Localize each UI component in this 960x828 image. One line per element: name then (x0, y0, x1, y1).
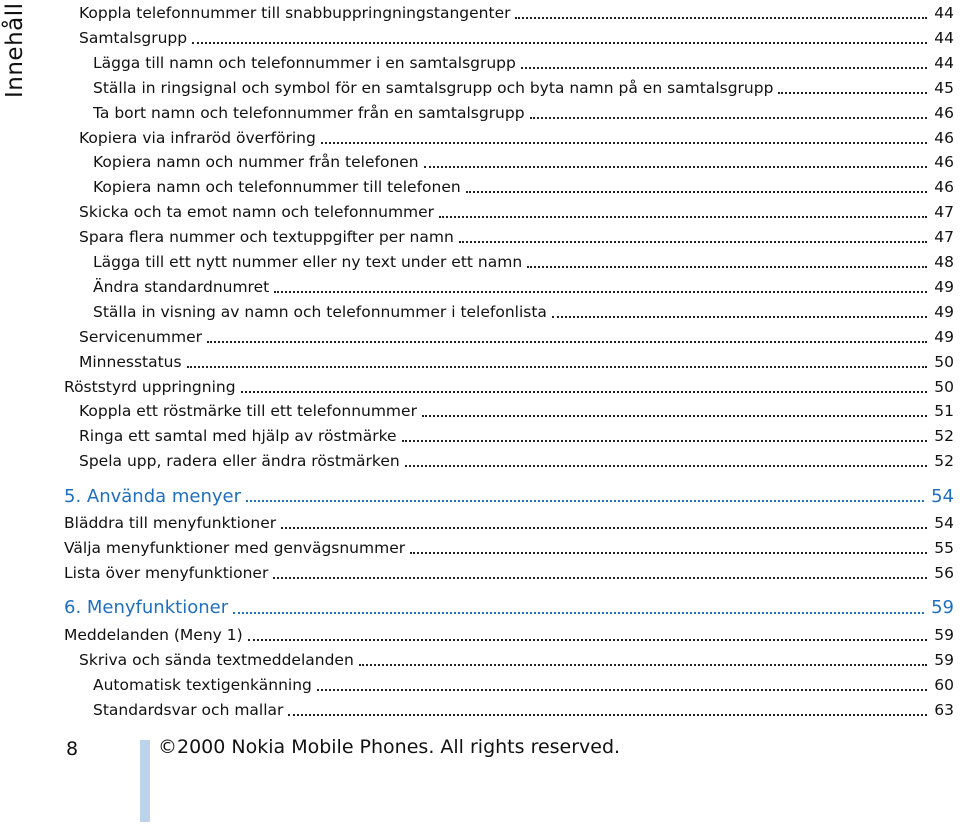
toc-entry[interactable] (79, 226, 954, 248)
dot-leader (552, 316, 927, 318)
toc-entry[interactable] (93, 699, 954, 721)
toc-entry-page: 50 (934, 377, 954, 396)
toc-entry-page: 59 (934, 650, 954, 669)
dot-leader (288, 714, 927, 716)
toc-entry-label: Koppla ett röstmärke till ett telefonnummer (79, 402, 417, 421)
toc-entry[interactable] (93, 674, 954, 696)
toc-entry-page: 46 (934, 153, 954, 172)
toc-entry-label: Ta bort namn och telefonnummer från en samtalsgrupp (93, 103, 525, 122)
dot-leader (527, 266, 927, 268)
side-tab (0, 0, 46, 828)
toc-entry[interactable] (64, 624, 954, 646)
footer-accent-bar (140, 740, 150, 822)
toc-entry-label: Servicenummer (79, 327, 203, 346)
toc-entry-label: Spela upp, radera eller ändra röstmärken (79, 452, 400, 471)
toc-entry-page: 56 (934, 563, 954, 582)
toc-entry-label: Röststyrd uppringning (64, 377, 236, 396)
toc-entry-label: Koppla telefonnummer till snabbuppringningstangenter (79, 4, 511, 22)
toc-entry[interactable] (93, 251, 954, 273)
toc-entry-label: Ringa ett samtal med hjälp av röstmärke (79, 427, 397, 446)
toc-entry[interactable] (79, 425, 954, 447)
toc-entry-page: 48 (934, 253, 954, 271)
toc-entry-label: Skriva och sända textmeddelanden (79, 650, 354, 669)
dot-leader (192, 42, 927, 44)
toc-entry-page: 45 (934, 78, 954, 97)
toc-heading[interactable] (64, 597, 954, 619)
toc-entry[interactable] (79, 2, 954, 24)
toc-entry-label: Ställa in visning av namn och telefonnummer i telefonlista (93, 302, 547, 321)
toc-entry-page: 59 (931, 597, 954, 619)
dot-leader (274, 291, 927, 293)
toc-entry-label: Ställa in ringsignal och symbol för en samtalsgrupp och byta namn på en samtalsgrupp (93, 78, 774, 97)
toc-entry-page: 49 (934, 327, 954, 346)
dot-leader (778, 92, 927, 94)
dot-leader (402, 440, 928, 442)
toc-entry-page: 51 (934, 402, 954, 421)
toc-entry[interactable] (93, 276, 954, 298)
dot-leader (317, 689, 927, 691)
toc-entry-label: Kopiera namn och telefonnummer till telefonen (93, 178, 461, 197)
toc-entry[interactable] (79, 127, 954, 149)
dot-leader (233, 612, 924, 614)
toc-entry-page: 49 (934, 277, 954, 296)
toc-entry-label: Skicka och ta emot namn och telefonnummer (79, 203, 435, 222)
toc-entry-page: 44 (934, 28, 954, 47)
dot-leader (207, 341, 927, 343)
toc-entry-label: 5. Använda menyer (64, 485, 242, 507)
toc-entry-label: Samtalsgrupp (79, 28, 188, 47)
toc-entry-label: Ändra standardnumret (93, 277, 270, 296)
dot-leader (248, 639, 928, 641)
toc-entry-label: Lista över menyfunktioner (64, 563, 269, 582)
toc-entry[interactable] (79, 400, 954, 422)
dot-leader (422, 415, 927, 417)
toc-entry-page: 63 (934, 700, 954, 719)
dot-leader (424, 166, 928, 168)
dot-leader (410, 552, 927, 554)
toc-entry-label: Bläddra till menyfunktioner (64, 514, 277, 533)
toc-entry-label: Kopiera via infraröd överföring (79, 128, 316, 147)
toc-entry[interactable] (64, 537, 954, 559)
dot-leader (530, 117, 928, 119)
toc-entry-page: 59 (934, 625, 954, 644)
dot-leader (521, 67, 927, 69)
toc-entry-label: Meddelanden (Meny 1) (64, 625, 243, 644)
toc-entry-page: 55 (934, 539, 954, 557)
toc-entry[interactable] (93, 52, 954, 74)
dot-leader (459, 241, 928, 243)
dot-leader (359, 664, 927, 666)
toc-entry[interactable] (93, 301, 954, 323)
toc-entry-page: 47 (934, 228, 954, 247)
toc-entry-page: 54 (931, 485, 954, 507)
side-tab-label: Innehåll (2, 2, 28, 98)
toc-entry-page: 60 (934, 675, 954, 694)
toc-entry[interactable] (79, 27, 954, 49)
dot-leader (466, 191, 928, 193)
page-number: 8 (66, 738, 79, 760)
toc-entry-label: Automatisk textigenkänning (93, 675, 312, 694)
toc-entry-page: 44 (934, 53, 954, 72)
dot-leader (246, 500, 924, 502)
dot-leader (281, 527, 927, 529)
toc-entry[interactable] (79, 649, 954, 671)
toc-entry-page: 54 (934, 514, 954, 533)
toc-entry-page: 52 (934, 427, 954, 446)
toc-entry-label: Spara flera nummer och textuppgifter per namn (79, 228, 454, 247)
toc-heading[interactable] (64, 485, 954, 507)
toc-entry[interactable] (79, 450, 954, 472)
toc-entry[interactable] (79, 351, 954, 373)
toc-entry-page: 46 (934, 128, 954, 147)
toc-entry[interactable] (64, 512, 954, 534)
toc-entry-page: 46 (934, 178, 954, 197)
toc-entry-page: 47 (934, 203, 954, 222)
toc-entry[interactable] (64, 376, 954, 398)
toc-entry[interactable] (93, 151, 954, 173)
toc-entry-label: 6. Menyfunktioner (64, 597, 229, 619)
toc-entry[interactable] (93, 102, 954, 124)
toc-entry-label: Välja menyfunktioner med genvägsnummer (64, 539, 406, 557)
toc-entry[interactable] (64, 562, 954, 584)
toc-entry[interactable] (79, 326, 954, 348)
dot-leader (273, 577, 927, 579)
toc-entry-label: Standardsvar och mallar (93, 700, 284, 719)
toc-entry-label: Lägga till ett nytt nummer eller ny text under ett namn (93, 253, 523, 271)
dot-leader (187, 366, 928, 368)
toc-entry-page: 50 (934, 352, 954, 371)
toc-entry-page: 44 (934, 4, 954, 22)
dot-leader (405, 465, 928, 467)
toc-entry-label: Lägga till namn och telefonnummer i en samtalsgrupp (93, 53, 516, 72)
dot-leader (515, 17, 927, 19)
toc-entry[interactable] (79, 201, 954, 223)
toc-entry[interactable] (93, 77, 954, 99)
toc-entry-page: 49 (934, 302, 954, 321)
copyright-notice: ©2000 Nokia Mobile Phones. All rights reserved. (158, 736, 621, 758)
toc-entry-page: 52 (934, 452, 954, 471)
dot-leader (321, 142, 927, 144)
toc-entry[interactable] (93, 176, 954, 198)
toc-entry-label: Minnesstatus (79, 352, 182, 371)
toc-entry-page: 46 (934, 103, 954, 122)
toc-entry-label: Kopiera namn och nummer från telefonen (93, 153, 419, 172)
dot-leader (241, 391, 928, 393)
dot-leader (439, 216, 927, 218)
